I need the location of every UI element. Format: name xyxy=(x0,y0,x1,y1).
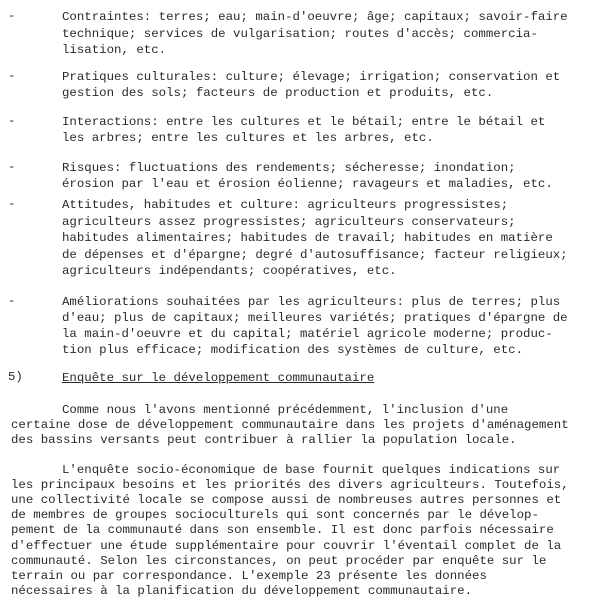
bullet-dash: - xyxy=(8,114,16,128)
bullet-text-line: d'eau; plus de capitaux; meilleures variétés; pratiques d'épargne de xyxy=(62,311,568,325)
bullet-text-line: habitudes alimentaires; habitudes de travail; habitudes en matière xyxy=(62,231,553,245)
paragraph-line: pement de la communauté dans son ensemble. Il est donc parfois nécessaire xyxy=(11,523,554,538)
section-number: 5) xyxy=(8,370,23,384)
bullet-dash: - xyxy=(8,294,16,308)
bullet-text-line: technique; services de vulgarisation; routes d'accès; commercia- xyxy=(62,26,538,41)
paragraph-line: terrain ou par correspondance. L'exemple 23 présente les données xyxy=(11,568,487,583)
bullet-dash: - xyxy=(8,69,16,83)
paragraph-line: nécessaires à la planification du développement communautaire. xyxy=(11,583,473,598)
paragraph-line: Comme nous l'avons mentionné précédemment, l'inclusion d'une xyxy=(62,403,509,417)
bullet-dash: - xyxy=(8,160,16,174)
bullet-text-line: agriculteurs assez progressistes; agriculteurs conservateurs; xyxy=(62,214,516,229)
bullet-text-line: Contraintes: terres; eau; main-d'oeuvre; âge; capitaux; savoir-faire xyxy=(62,10,568,24)
paragraph-line: certaine dose de développement communautaire dans les projets d'aménagement xyxy=(11,418,569,433)
bullet-text-line: Risques: fluctuations des rendements; sécheresse; inondation; xyxy=(62,161,516,175)
paragraph-line: communauté. Selon les circonstances, on peut procéder par enquête sur le xyxy=(11,553,547,568)
paragraph-line: d'effectuer une étude supplémentaire pour couvrir l'éventail complet de la xyxy=(11,538,562,553)
bullet-text-line: de dépenses et d'épargne; degré d'autosuffisance; facteur religieux; xyxy=(62,247,568,262)
paragraph-line: L'enquête socio-économique de base fournit quelques indications sur xyxy=(62,463,561,477)
paragraph-line: une collectivité locale se compose aussi de nombreuses autres personnes et xyxy=(11,493,562,508)
bullet-text-line: les arbres; entre les cultures et les arbres, etc. xyxy=(62,131,434,145)
bullet-text-line: lisation, etc. xyxy=(62,43,167,57)
bullet-dash: - xyxy=(8,197,16,211)
paragraph-line: des bassins versants peut contribuer à rallier la population locale. xyxy=(11,433,517,448)
bullet-text-line: érosion par l'eau et érosion éolienne; ravageurs et maladies, etc. xyxy=(62,177,553,191)
bullet-text-line: Interactions: entre les cultures et le bétail; entre le bétail et xyxy=(62,115,546,129)
bullet-text-line: la main-d'oeuvre et du capital; matériel agricole moderne; produc- xyxy=(62,327,553,341)
paragraph-line: de membres de groupes socioculturels qui sont concernés par le dévelop- xyxy=(11,508,539,523)
bullet-text-line: Pratiques culturales: culture; élevage; irrigation; conservation et xyxy=(62,70,561,84)
bullet-text-line: tion plus efficace; modification des systèmes de culture, etc. xyxy=(62,343,524,357)
section-title: Enquête sur le développement communautaire xyxy=(62,371,375,385)
paragraph-line: les principaux besoins et les priorités des divers agriculteurs. Toutefois, xyxy=(11,478,569,493)
bullet-text-line: Améliorations souhaitées par les agriculteurs: plus de terres; plus xyxy=(62,295,561,309)
bullet-text-line: agriculteurs indépendants; coopératives, etc. xyxy=(62,264,397,278)
bullet-text-line: Attitudes, habitudes et culture: agriculteurs progressistes; xyxy=(62,198,509,212)
bullet-text-line: gestion des sols; facteurs de production et produits, etc. xyxy=(62,86,494,100)
bullet-dash: - xyxy=(8,9,16,23)
